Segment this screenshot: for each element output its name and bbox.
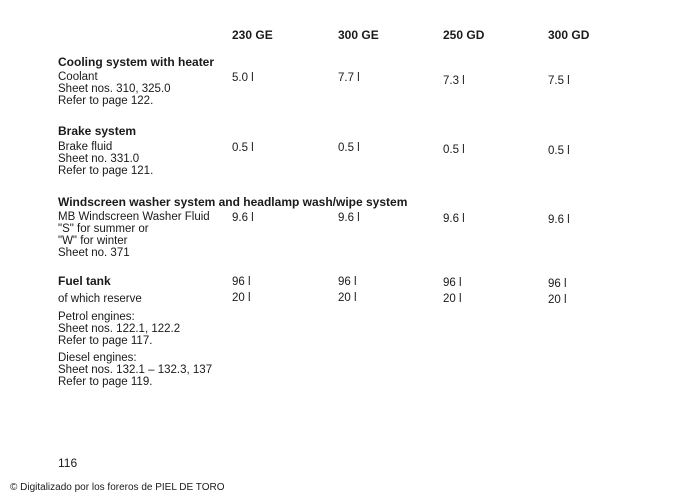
column-header-300gd: 300 GD [548,28,590,42]
reserve-value-300ge: 20 l [338,292,357,304]
brake-value-300ge: 0.5 l [338,142,360,154]
brake-value-230ge: 0.5 l [232,142,254,154]
petrol-label-line: Refer to page 117. [58,335,153,347]
washer-label-line: "S" for summer or [58,223,149,235]
section-title-cooling: Cooling system with heater [58,55,215,69]
section-title-washer: Windscreen washer system and headlamp wash/wipe system [58,195,408,209]
diesel-label-line: Refer to page 119. [58,376,153,388]
reserve-value-250gd: 20 l [443,293,462,305]
reserve-value-300gd: 20 l [548,294,567,306]
washer-label-line: Sheet no. 371 [58,247,130,259]
petrol-label-line: Sheet nos. 122.1, 122.2 [58,323,181,335]
cooling-value-250gd: 7.3 l [443,75,465,87]
column-header-300ge: 300 GE [338,28,379,42]
washer-label-line: MB Windscreen Washer Fluid [58,211,210,223]
cooling-value-230ge: 5.0 l [232,72,254,84]
washer-value-300ge: 9.6 l [338,212,360,224]
brake-label-line: Brake fluid [58,141,113,153]
washer-label-line: "W" for winter [58,235,128,247]
brake-value-250gd: 0.5 l [443,144,465,156]
fuel-value-300gd: 96 l [548,278,567,290]
page-number: 116 [58,456,78,470]
fuel-value-250gd: 96 l [443,277,462,289]
brake-value-300gd: 0.5 l [548,145,570,157]
section-title-brake: Brake system [58,124,137,138]
column-header-250gd: 250 GD [443,28,485,42]
cooling-label-line: Sheet nos. 310, 325.0 [58,83,171,95]
column-header-230ge: 230 GE [232,28,273,42]
petrol-label-line: Petrol engines: [58,311,135,323]
reserve-value-230ge: 20 l [232,292,251,304]
cooling-value-300ge: 7.7 l [338,72,360,84]
cooling-value-300gd: 7.5 l [548,75,570,87]
washer-value-300gd: 9.6 l [548,214,570,226]
fuel-value-300ge: 96 l [338,276,357,288]
cooling-label-line: Refer to page 122. [58,95,154,107]
diesel-label-line: Diesel engines: [58,352,137,364]
cooling-label-line: Coolant [58,71,98,83]
section-title-fuel: Fuel tank [58,274,111,288]
brake-label-line: Refer to page 121. [58,165,154,177]
brake-label-line: Sheet no. 331.0 [58,153,140,165]
fuel-value-230ge: 96 l [232,276,251,288]
diesel-label-line: Sheet nos. 132.1 – 132.3, 137 [58,364,213,376]
digitization-credit: © Digitalizado por los foreros de PIEL DE TORO [10,482,225,493]
washer-value-230ge: 9.6 l [232,212,254,224]
washer-value-250gd: 9.6 l [443,213,465,225]
reserve-label: of which reserve [58,293,142,305]
